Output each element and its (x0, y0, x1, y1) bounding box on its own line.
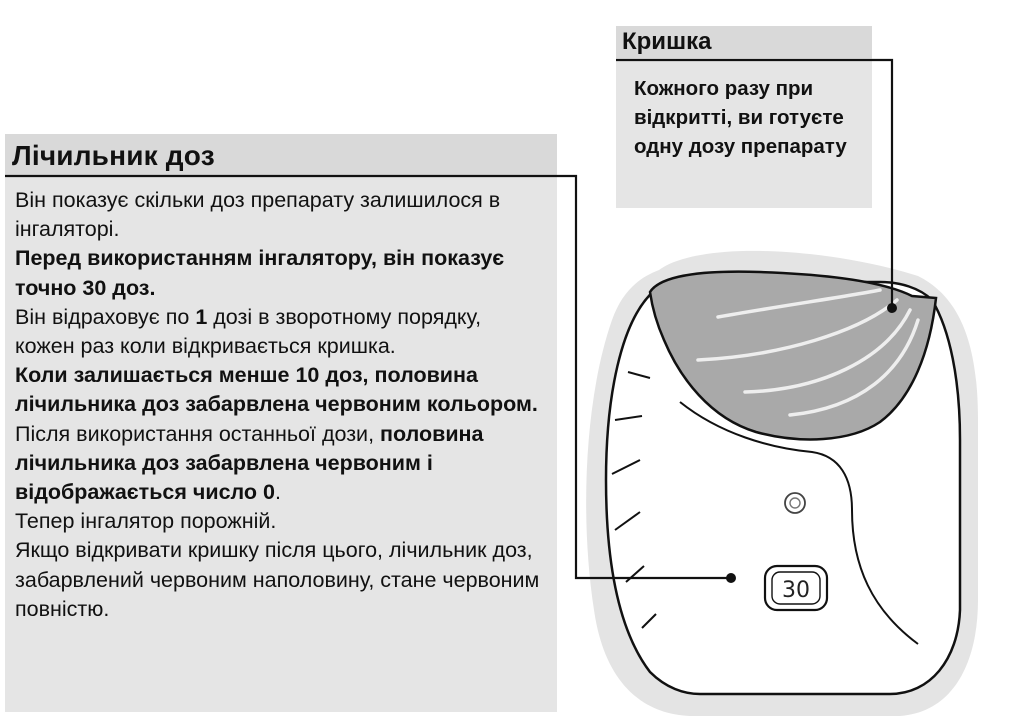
dose-counter-title: Лічильник доз (12, 140, 215, 171)
lid-description: Кожного разу при відкритті, ви готуєте одну дозу препарату (634, 77, 847, 158)
body-text: Він відраховує по (15, 304, 196, 329)
indicator-ring-icon (785, 493, 805, 513)
body-text: . (275, 480, 281, 505)
emphasis-text: Коли залишається менше 10 доз, половина лічильника доз забарвлена червоним кольором. (15, 363, 538, 417)
body-text: Якщо відкривати кришку після цього, лічильник доз, забарвлений червоним наполовину, стане червоним повністю. (15, 538, 540, 621)
body-text: Тепер інгалятор порожній. (15, 509, 277, 534)
lid-leader-dot (887, 303, 897, 313)
dose-counter-digits: 30 (782, 578, 810, 603)
lid-title: Кришка (622, 28, 712, 55)
emphasis-text: половина лічильника доз забарвлена червоним і відображається число 0 (15, 421, 484, 505)
dose-counter-leader-dot (726, 573, 736, 583)
body-text: Він показує скільки доз препарату залишилося в інгаляторі. (15, 188, 501, 242)
emphasis-text: 1 (195, 304, 208, 329)
body-text: Після використання останньої дози, (15, 421, 381, 446)
body-text: дозі в зворотному порядку, кожен раз коли відкривається кришка. (15, 304, 482, 359)
emphasis-text: Перед використанням інгалятору, він показує точно 30 доз. (15, 246, 505, 300)
